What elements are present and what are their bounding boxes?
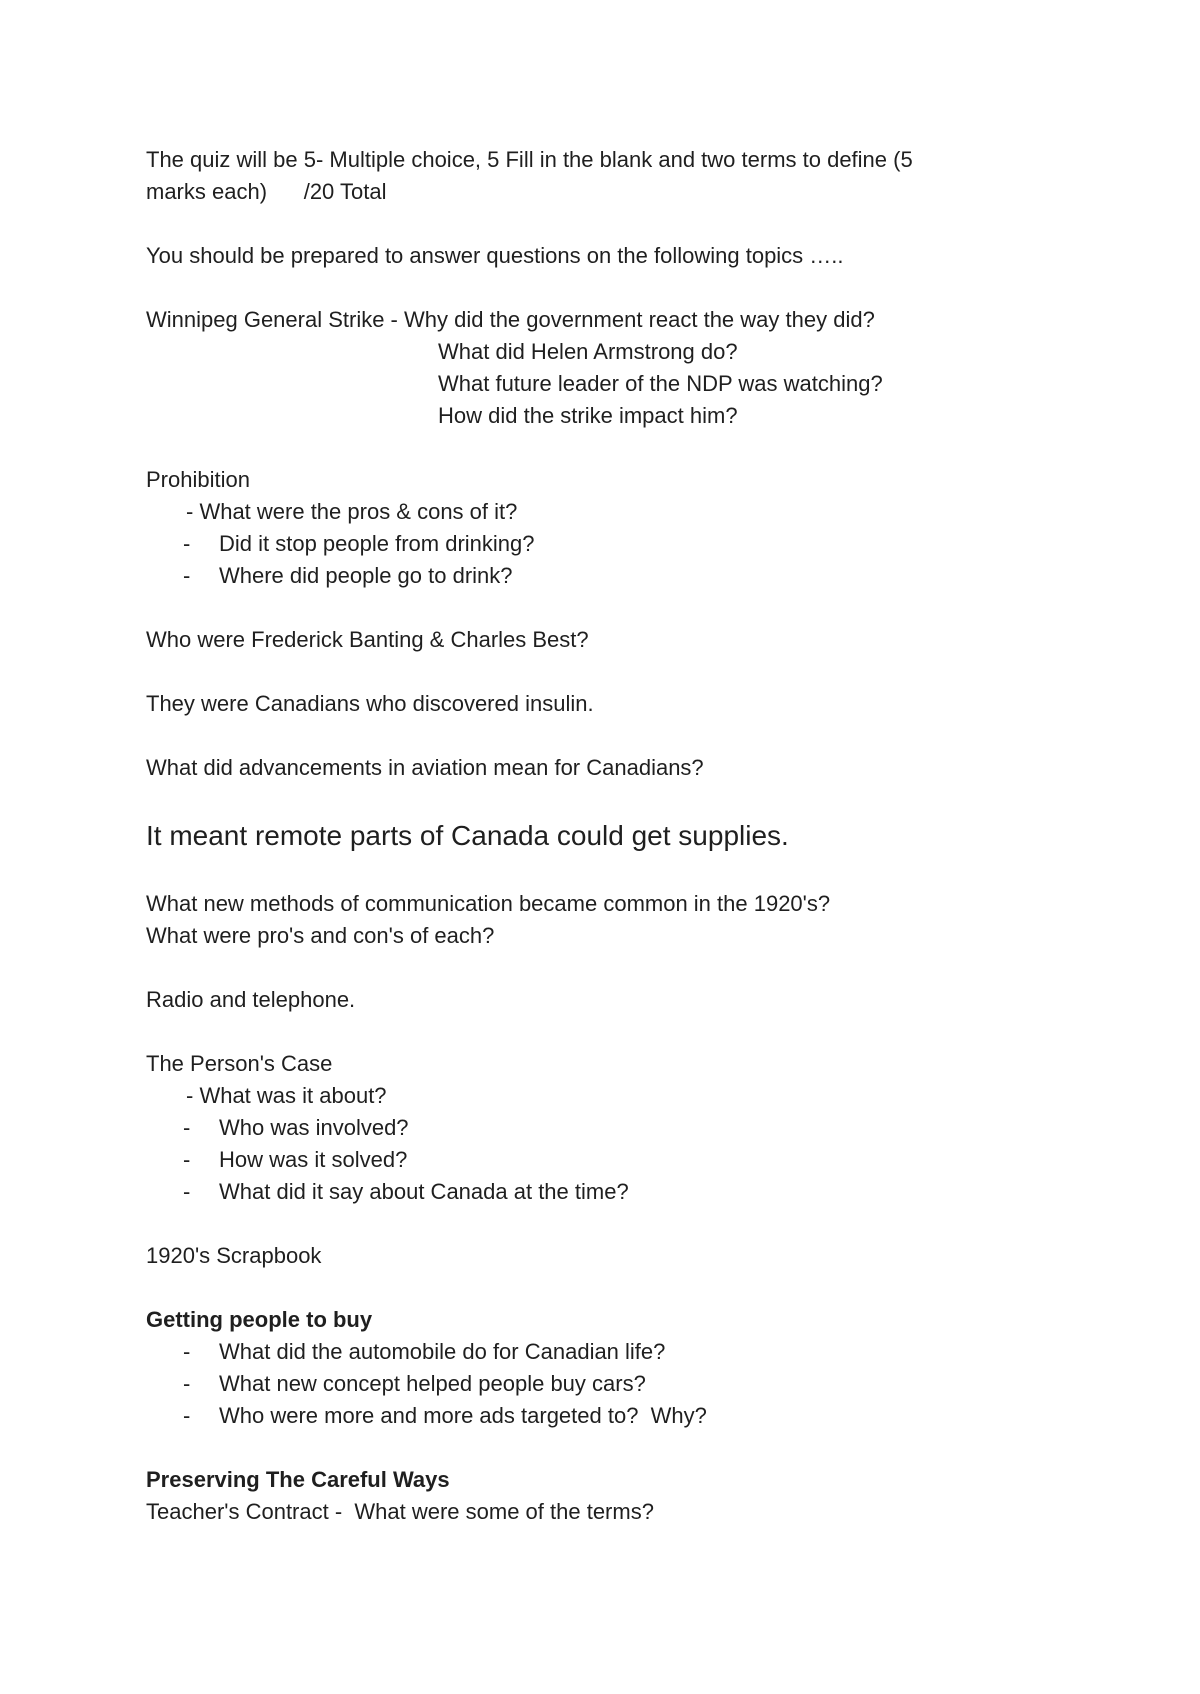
aviation-question: What did advancements in aviation mean for Canadians?: [146, 755, 704, 780]
buying-question-1: What did the automobile do for Canadian life?: [219, 1339, 666, 1364]
banting-answer: They were Canadians who discovered insulin.: [146, 691, 594, 716]
aviation-answer: It meant remote parts of Canada could get supplies.: [146, 820, 789, 851]
buying-question-2: What new concept helped people buy cars?: [219, 1371, 646, 1396]
persons-case-question-1: - What was it about?: [186, 1083, 387, 1108]
prohibition-heading: Prohibition: [146, 467, 250, 492]
bullet-dash: -: [183, 1403, 191, 1428]
bullet-dash: -: [183, 1179, 191, 1204]
banting-question: Who were Frederick Banting & Charles Best?: [146, 627, 589, 652]
communication-answer: Radio and telephone.: [146, 987, 356, 1012]
buying-heading: Getting people to buy: [146, 1307, 373, 1332]
winnipeg-heading: Winnipeg General Strike - Why did the government react the way they did?: [146, 307, 875, 332]
prohibition-question-2: Did it stop people from drinking?: [219, 531, 535, 556]
buying-question-3: Who were more and more ads targeted to? Why?: [219, 1403, 707, 1428]
prohibition-question-3: Where did people go to drink?: [219, 563, 513, 588]
intro-line-1: The quiz will be 5- Multiple choice, 5 Fill in the blank and two terms to define (5: [146, 147, 913, 172]
bullet-dash: -: [183, 563, 191, 588]
communication-question-2: What were pro's and con's of each?: [146, 923, 495, 948]
intro-line-2: marks each) /20 Total: [146, 179, 387, 204]
bullet-dash: -: [183, 531, 191, 556]
bullet-dash: -: [183, 1339, 191, 1364]
bullet-dash: -: [183, 1147, 191, 1172]
winnipeg-question-4: How did the strike impact him?: [438, 403, 738, 428]
careful-ways-question: Teacher's Contract - What were some of the terms?: [146, 1499, 654, 1524]
topics-intro: You should be prepared to answer questions on the following topics …..: [146, 243, 844, 268]
persons-case-question-4: What did it say about Canada at the time?: [219, 1179, 629, 1204]
winnipeg-question-2: What did Helen Armstrong do?: [438, 339, 738, 364]
careful-ways-heading: Preserving The Careful Ways: [146, 1467, 450, 1492]
winnipeg-question-3: What future leader of the NDP was watching?: [438, 371, 883, 396]
persons-case-question-2: Who was involved?: [219, 1115, 409, 1140]
persons-case-heading: The Person's Case: [146, 1051, 333, 1076]
persons-case-question-3: How was it solved?: [219, 1147, 408, 1172]
bullet-dash: -: [183, 1371, 191, 1396]
communication-question-1: What new methods of communication became common in the 1920's?: [146, 891, 831, 916]
scrapbook-heading: 1920's Scrapbook: [146, 1243, 322, 1268]
prohibition-question-1: - What were the pros & cons of it?: [186, 499, 518, 524]
bullet-dash: -: [183, 1115, 191, 1140]
